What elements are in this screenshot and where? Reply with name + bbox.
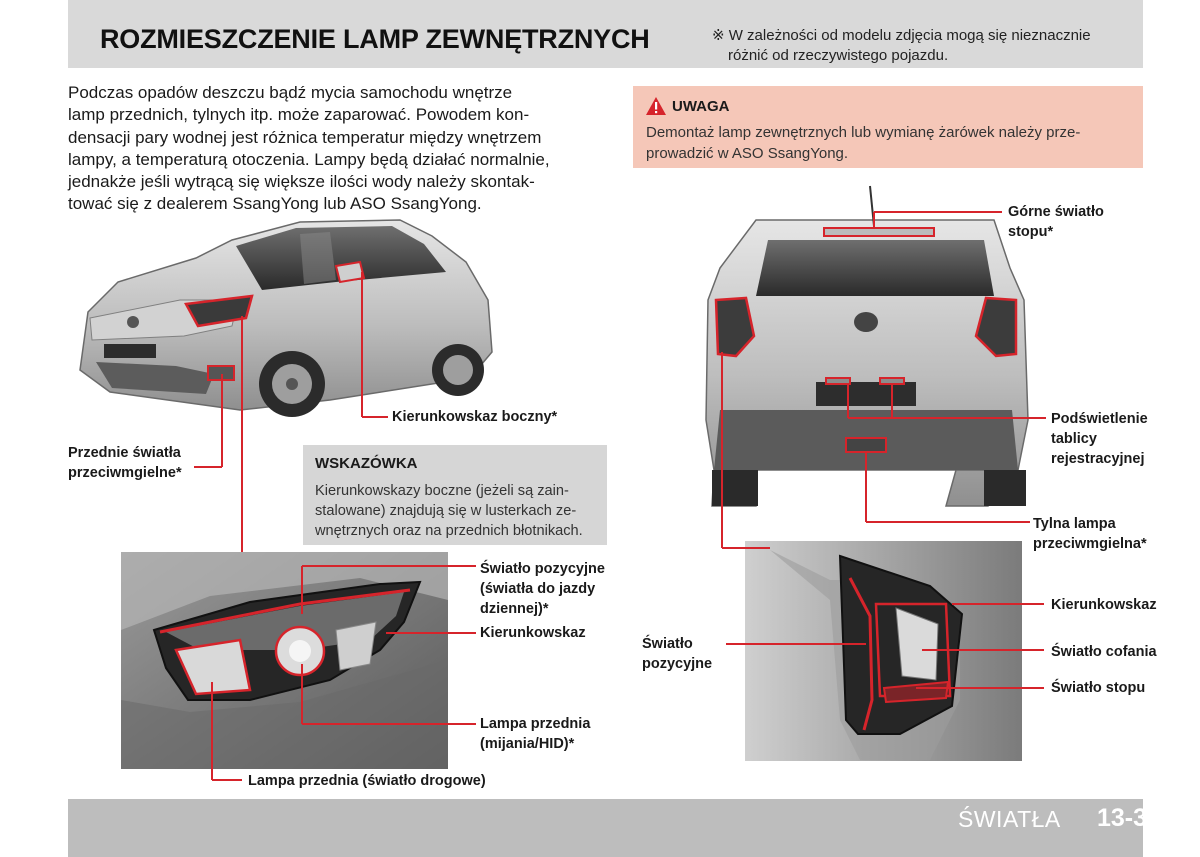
disclaimer-line-1: ※ W zależności od modelu zdjęcia mogą się nieznacznie (712, 27, 1091, 44)
label-line: przeciwmgielna* (1033, 536, 1147, 552)
label-low-beam (480, 714, 590, 754)
label-line: rejestracyjnej (1051, 451, 1145, 467)
intro-line: tować się z dealerem SsangYong lub ASO SsangYong. (68, 194, 482, 214)
warning-title: UWAGA (672, 98, 730, 115)
label-rear-position-lamp (642, 634, 712, 674)
label-line: Górne światło (1008, 204, 1104, 220)
label-line: dziennej)* (480, 601, 549, 617)
intro-line: densacji pary wodnej jest różnica temperatur między wnętrzem (68, 127, 542, 147)
label-line: Podświetlenie (1051, 411, 1148, 427)
tip-line-2: stalowane) znajdują się w lusterkach ze- (315, 503, 577, 519)
label-line: Przednie światła (68, 445, 181, 461)
label-line: stopu* (1008, 224, 1054, 240)
intro-line: lampy, a temperaturą otoczenia. Lampy będą działać normalnie, (68, 149, 550, 169)
label-line: (światła do jazdy (480, 581, 596, 597)
section-name: ŚWIATŁA (958, 806, 1061, 832)
label-line: pozycyjne (642, 656, 713, 672)
intro-line: lamp przednich, tylnych itp. może zaparować. Powodem kon- (68, 105, 530, 125)
tip-title: WSKAZÓWKA (315, 455, 418, 472)
warning-line-1: Demontaż lamp zewnętrznych lub wymianę żarówek należy prze- (646, 124, 1081, 141)
label-side-indicator: Kierunkowskaz boczny* (392, 409, 558, 425)
warning-line-2: prowadzić w ASO SsangYong. (646, 145, 849, 162)
label-upper-brake-lamp (1008, 202, 1104, 242)
page-number: 13-3 (1097, 804, 1148, 832)
tip-text (315, 481, 583, 541)
label-line: tablicy (1051, 431, 1097, 447)
label-position-lamp (480, 559, 605, 619)
label-license-plate-lamp (1051, 409, 1148, 469)
front-car-illustration (80, 220, 492, 417)
tip-line-3: wnętrznych oraz na przednich błotnikach. (315, 523, 583, 539)
label-rear-fog-lamp (1033, 514, 1147, 554)
label-reverse-lamp: Światło cofania (1051, 644, 1157, 660)
label-line: (mijania/HID)* (480, 736, 575, 752)
disclaimer-line-2: różnić od rzeczywistego pojazdu. (728, 47, 949, 64)
headlamp-closeup-illustration (121, 552, 448, 769)
label-line: przeciwmgielne* (68, 465, 182, 481)
tip-line-1: Kierunkowskazy boczne (jeżeli są zain- (315, 483, 569, 499)
label-front-fog-lamps (68, 443, 182, 483)
intro-line: jednakże jeśli wytrącą się większe ilości wody należy skontak- (68, 172, 535, 192)
label-line: Tylna lampa (1033, 516, 1116, 532)
label-brake-lamp: Światło stopu (1051, 680, 1146, 696)
label-rear-indicator: Kierunkowskaz (1051, 597, 1157, 613)
page-title: ROZMIESZCZENIE LAMP ZEWNĘTRZNYCH (100, 24, 650, 54)
label-line: Światło pozycyjne (480, 561, 605, 577)
label-line: Światło (642, 636, 693, 652)
intro-line: Podczas opadów deszczu bądź mycia samochodu wnętrze (68, 83, 513, 102)
label-line: Lampa przednia (480, 716, 591, 732)
label-front-indicator: Kierunkowskaz (480, 625, 586, 641)
label-high-beam: Lampa przednia (światło drogowe) (248, 773, 486, 789)
